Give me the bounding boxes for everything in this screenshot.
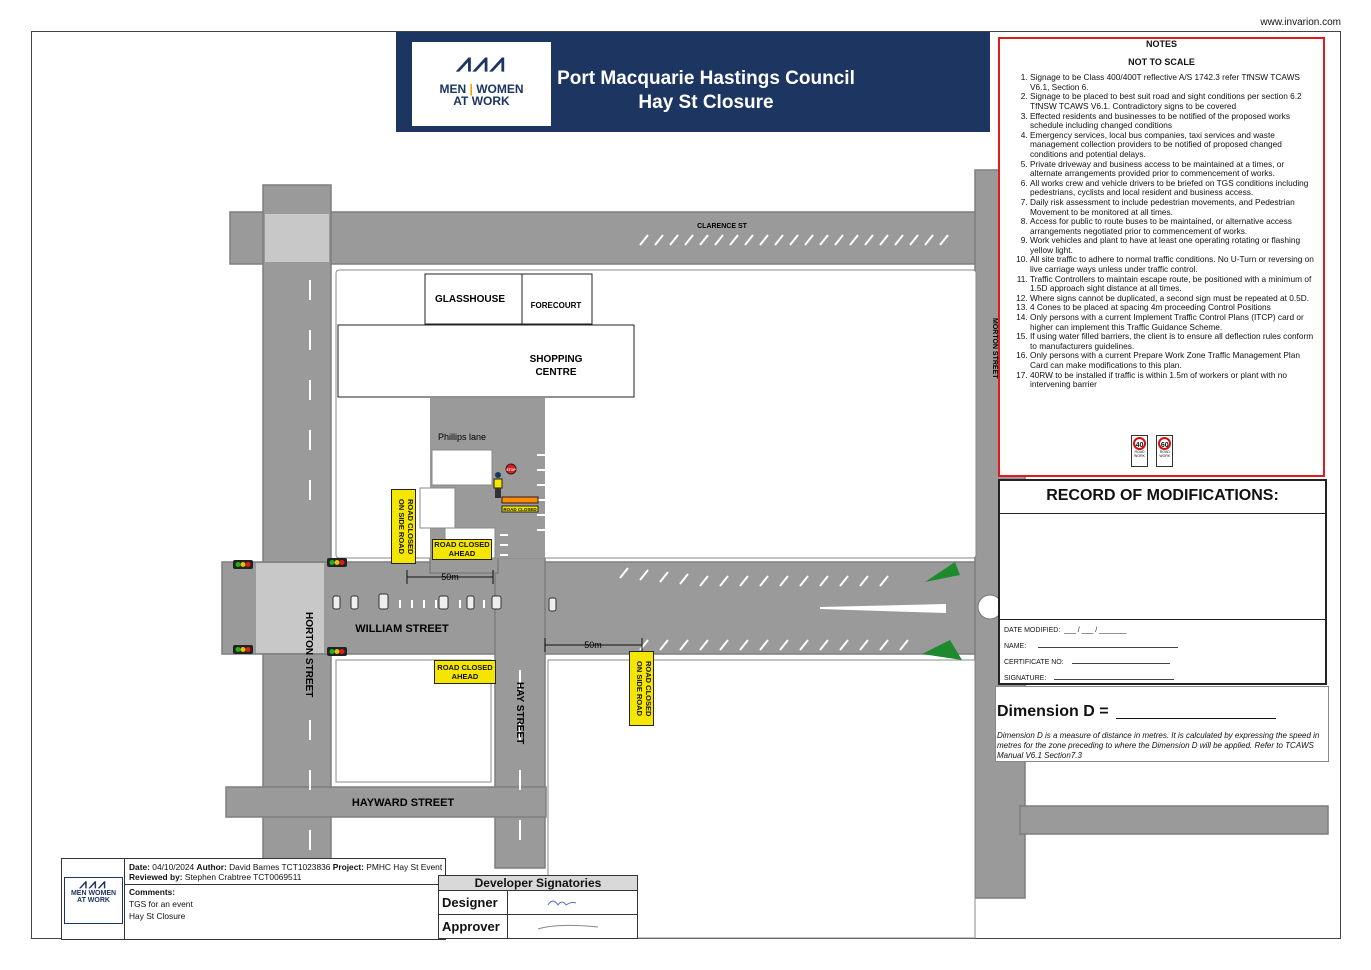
title-block	[61, 858, 446, 940]
barrier-board	[502, 497, 538, 503]
note-item: 12. Where signs cannot be duplicated, a second sign must be repeated at 0.5D.	[1030, 294, 1315, 304]
lane-building	[432, 450, 492, 485]
road-closed-ahead-sign-1: ROAD CLOSED AHEAD	[432, 539, 492, 560]
note-item: 5. Private driveway and business access to be maintained at a times, or alternate arrangements provided prior to commencement of works.	[1030, 160, 1315, 179]
title-block-meta: Date: 04/10/2024 Author: David Barnes TCT1023836 Project: PMHC Hay St Event	[129, 862, 443, 872]
clarence-st-label: CLARENCE ST	[697, 223, 747, 230]
speed-sign-40-icon: 40 ROAD WORK	[1131, 435, 1148, 467]
designer-signature-field[interactable]	[507, 891, 637, 914]
glasshouse-label: GLASSHOUSE	[434, 294, 506, 305]
comment-line-1: TGS for an event	[129, 899, 193, 909]
shopping-centre-building	[338, 325, 634, 397]
william-st-label: WILLIAM STREET	[355, 623, 449, 635]
morton-st-label: MORTON STREET	[991, 318, 998, 379]
note-item: 14. Only persons with a current Implement Traffic Control Plans (ITCP) card or higher can implement this Traffic Guidance Scheme.	[1030, 313, 1315, 332]
header-banner	[396, 32, 990, 132]
note-item: 16. Only persons with a current Prepare Work Zone Traffic Management Plan Card can make modifications to this plan.	[1030, 351, 1315, 370]
certificate-row: CERTIFICATE NO:	[1004, 659, 1170, 666]
notes-subheading: NOT TO SCALE	[1128, 56, 1195, 67]
note-item: 2. Signage to be placed to best suit road and sight conditions per section 6.2 TfNSW TCAWS V6.1. Contradictory signs to be covered	[1030, 92, 1315, 111]
note-item: 9. Work vehicles and plant to have at least one operating rotating or flashing yellow light.	[1030, 236, 1315, 255]
comment-line-2: Hay St Closure	[129, 911, 186, 921]
forecourt-label: FORECOURT	[530, 301, 582, 310]
dimension-description: Dimension D is a measure of distance in metres. It is calculated by expressing the speed in metres for the zone preceding to where the Dimension D will be applied. Refer to TCAWS Manual V6.1 Section7.3	[997, 731, 1320, 760]
distance-label-1: 50m	[441, 572, 459, 582]
lane-building-2	[420, 488, 455, 528]
dimension-panel	[995, 686, 1329, 762]
note-item: 11. Traffic Controllers to maintain escape route, be positioned with a minimum of 1.5D approach sight distance at all times.	[1030, 275, 1315, 294]
note-item: 10. All site traffic to adhere to normal traffic conditions. No U-Turn or reversing on live carriage ways unless under traffic control.	[1030, 255, 1315, 274]
modifications-panel	[998, 479, 1327, 685]
note-item: 13. 4 Cones to be placed at spacing 4m proceeding Control Positions	[1030, 303, 1315, 313]
reviewed-by: Reviewed by: Stephen Crabtree TCT0069511	[129, 872, 302, 882]
road-closed-ahead-sign-2: ROAD CLOSED AHEAD	[434, 660, 496, 684]
barrier-label: ROAD CLOSED	[503, 507, 537, 512]
speed-sign-60-icon: 60 ROAD WORK	[1156, 435, 1173, 467]
hay-st-label: HAY STREET	[514, 682, 525, 745]
distance-label-2: 50m	[584, 640, 602, 650]
title-block-logo: ⩘⩘⩘ MEN WOMEN AT WORK	[64, 877, 123, 924]
company-logo: ⩘⩘⩘ MEN | WOMEN AT WORK	[410, 40, 553, 128]
road-closed-side-sign-2: ROAD CLOSED ON SIDE ROAD	[629, 651, 654, 726]
shopping-label-1: SHOPPING	[529, 354, 583, 365]
developer-signatories	[438, 875, 638, 939]
horton-st-label: HORTON STREET	[303, 612, 314, 698]
site-url[interactable]: www.invarion.com	[1260, 17, 1341, 28]
banner-title-2: Hay St Closure	[638, 92, 774, 113]
designer-row: Designer	[439, 891, 637, 915]
comments-label: Comments:	[129, 887, 176, 897]
notes-list	[1030, 73, 1315, 390]
note-item: 6. All works crew and vehicle drivers to be briefed on TGS conditions including pedestrians, cyclists and local resident and business access.	[1030, 179, 1315, 198]
note-item: 1. Signage to be Class 400/400T reflective A/S 1742.3 refer TfNSW TCAWS V6.1, Section 6.	[1030, 73, 1315, 92]
name-row: NAME:	[1004, 643, 1178, 650]
mw-logo-icon: ⩘⩘⩘	[456, 48, 507, 78]
stop-text: STOP	[506, 468, 516, 472]
note-item: 15. If using water filled barriers, the client is to ensure all deflection rules conform to manufacturers guidelines.	[1030, 332, 1315, 351]
forecourt-building	[522, 274, 592, 324]
speed-signs	[1131, 435, 1173, 467]
mw-logo-small-icon: ⩘⩘⩘	[79, 877, 108, 892]
date-modified-row: DATE MODIFIED: ___ / ___ / _______	[1004, 627, 1127, 634]
banner-title-1: Port Macquarie Hastings Council	[557, 68, 855, 89]
east-road	[1020, 806, 1328, 834]
note-item: 8. Access for public to route buses to be maintained, or alternative access arrangements negotiated prior to commencement of works.	[1030, 217, 1315, 236]
note-item: 17. 40RW to be installed if traffic is within 1.5m of workers or plant with no intervening barrier	[1030, 371, 1315, 390]
signatories-heading: Developer Signatories	[439, 876, 637, 891]
approver-signature-field[interactable]	[507, 915, 637, 938]
clarence-st-road	[230, 212, 995, 264]
notes-heading: NOTES	[1145, 39, 1177, 49]
note-item: 7. Daily risk assessment to include pedestrian movements, and Pedestrian Movement to be monitored at all times.	[1030, 198, 1315, 217]
dimension-heading: Dimension D =	[997, 703, 1109, 720]
approver-row: Approver	[439, 915, 637, 938]
road-closed-side-sign-1: ROAD CLOSED ON SIDE ROAD	[391, 489, 416, 564]
shopping-label-2: CENTRE	[535, 367, 577, 378]
note-item: 4. Emergency services, local bus companies, taxi services and waste management collection providers to be notified of proposed changed conditions and potential delays.	[1030, 131, 1315, 160]
notes-panel	[998, 37, 1325, 477]
traffic-controller-icon	[494, 472, 502, 498]
hayward-st-label: HAYWARD STREET	[351, 797, 455, 809]
modifications-heading: RECORD OF MODIFICATIONS:	[1000, 481, 1325, 514]
intersection-clarence-horton	[265, 214, 329, 262]
signature-row: SIGNATURE:	[1004, 675, 1174, 682]
note-item: 3. Effected residents and businesses to be notified of the proposed works schedule including changed conditions	[1030, 112, 1315, 131]
phillips-lane-label: Phillips lane	[437, 432, 487, 442]
